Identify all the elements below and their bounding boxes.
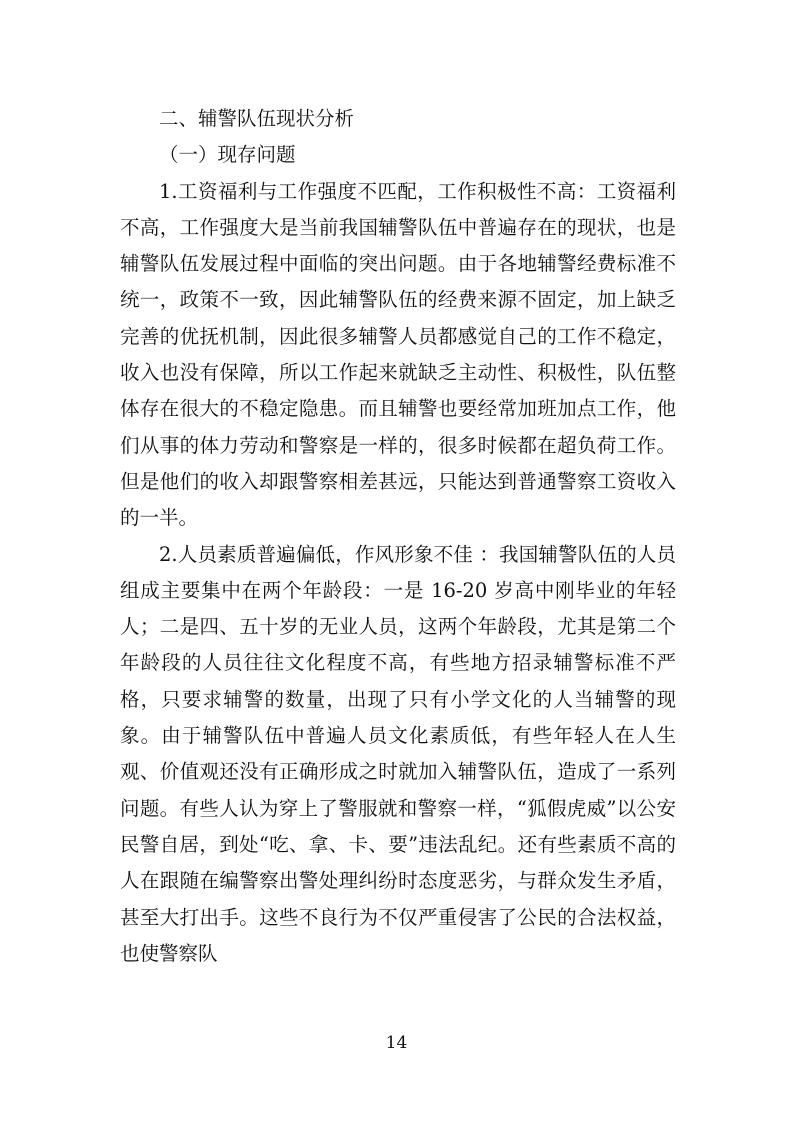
paragraph-wages: 1.工资福利与工作强度不匹配，工作积极性不高：工资福利不高，工作强度大是当前我国辅警队伍中普遍存在的现状，也是辅警队伍发展过程中面临的突出问题。由于各地辅警经费标准不统一，政策不一致，因此辅警队伍的经费来源不固定，加上缺乏完善的优抚机制，因此很多辅警人员都感觉自己的工作不稳定，收入也没有保障，所以工作起来就缺乏主动性、积极性，队伍整体存在很大的不稳定隐患。而且辅警也要经常加班加点工作，他们从事的体力劳动和警察是一样的，很多时候都在超负荷工作。但是他们的收入却跟警察相差甚远，只能达到普通警察工资收入的一半。	[120, 179, 676, 530]
page-number: 14	[385, 1033, 408, 1053]
document-body	[120, 101, 676, 972]
section-heading: 二、辅警队伍现状分析	[159, 107, 355, 130]
paragraph-personnel-quality: 2.人员素质普遍偏低，作风形象不佳 ：我国辅警队伍的人员组成主要集中在两个年龄段：一是 16-20 岁高中刚毕业的年轻人；二是四、五十岁的无业人员，这两个年龄段，尤其是第二个年龄段的人员往往文化程度不高，有些地方招录辅警标准不严格，只要求辅警的数量，出现了只有小学文化的人当辅警的现象。由于辅警队伍中普遍人员文化素质低，有些年轻人在人生观、价值观还没有正确形成之时就加入辅警队伍，造成了一系列问题。有些人认为穿上了警服就和警察一样，“狐假虎威”以公安民警自居，到处“吃、拿、卡、要”违法乱纪。还有些素质不高的人在跟随在编警察出警处理纠纷时态度恶劣，与群众发生矛盾，甚至大打出手。这些不良行为不仅严重侵害了公民的合法权益，也使警察队	[120, 542, 676, 965]
subsection-heading: （一）现存问题	[159, 143, 296, 167]
